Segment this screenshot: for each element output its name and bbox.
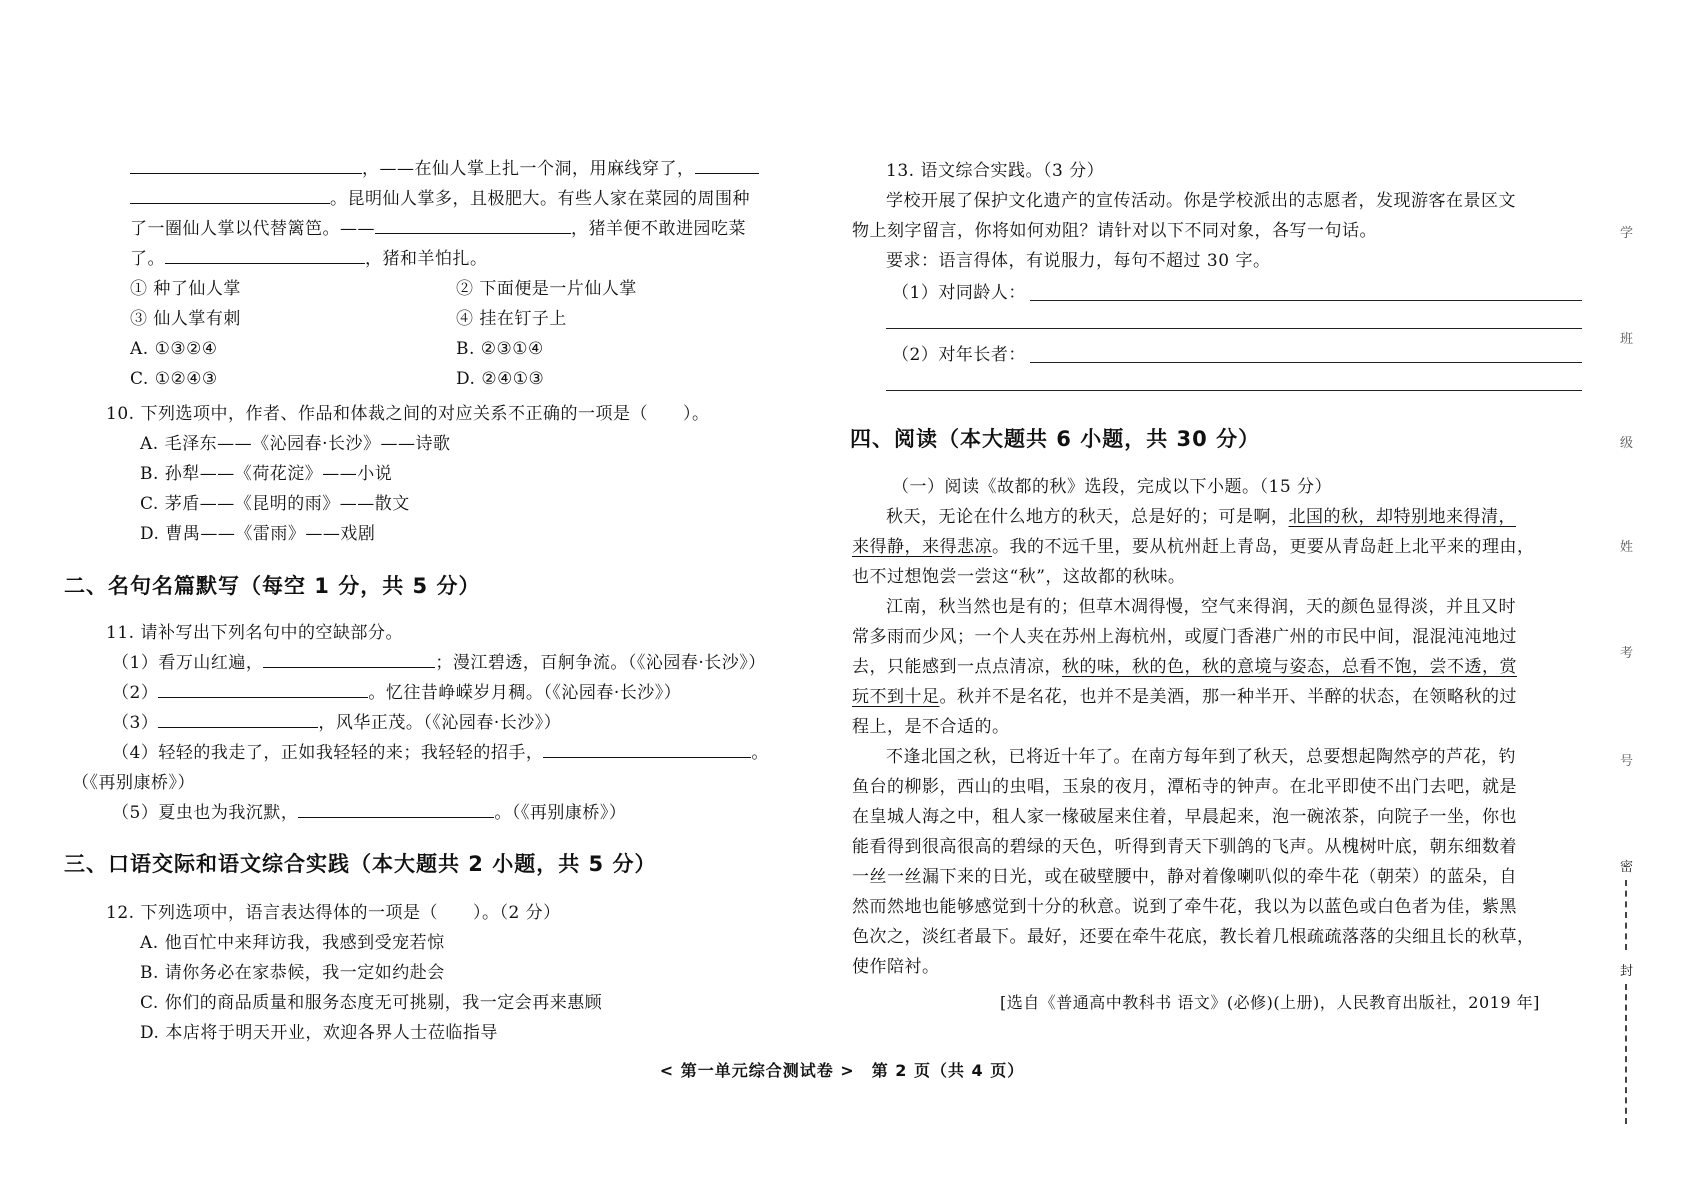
q11-item-5: （5）夏虫也为我沉默， 。（《再别康桥》） (112, 803, 627, 823)
passage-p3-line-1: 不逢北国之秋，已将近十年了。在南方每年到了秋天，总要想起陶然亭的芦花，钓 (886, 747, 1516, 767)
passage-p3-line-6: 然而然地也能够感觉到十分的秋意。说到了牵牛花，我以为以蓝色或白色者为佳，紫黑 (852, 897, 1517, 917)
margin-char: 级 (1620, 436, 1634, 451)
answer-line (1030, 300, 1582, 301)
q12-option-d: D. 本店将于明天开业，欢迎各界人士莅临指导 (140, 1023, 498, 1043)
seal-line (1625, 880, 1627, 950)
seal-line (1625, 984, 1627, 1124)
q10-option-b: B. 孙犁——《荷花淀》——小说 (140, 464, 393, 484)
passage-p3-line-3: 在皇城人海之中，租人家一椽破屋来住着，早晨起来，泡一碗浓茶，向院子一坐，你也 (852, 807, 1517, 827)
answer-blank (543, 743, 751, 758)
page-footer: < 第一单元综合测试卷 > 第 2 页（共 4 页） (659, 1061, 1025, 1080)
answer-blank (158, 683, 368, 698)
q11-item-4-source: （《再别康桥》） (72, 773, 195, 793)
q11-item-2: （2） 。忆往昔峥嵘岁月稠。（《沁园春·长沙》） (112, 683, 682, 703)
section-3-heading: 三、口语交际和语文综合实践（本大题共 2 小题，共 5 分） (64, 852, 657, 876)
q9-line-4: 了。 ，猪和羊怕扎。 (130, 249, 488, 269)
margin-char: 密 (1620, 860, 1634, 875)
passage-p2-line-5: 程上，是不合适的。 (852, 717, 1010, 737)
passage-p1-line-2: 来得静，来得悲凉。我的不远千里，要从杭州赶上青岛，更要从青岛赶上北平来的理由， (852, 537, 1535, 557)
q12-option-a: A. 他百忙中来拜访我，我感到受宠若惊 (140, 933, 445, 953)
margin-char: 封 (1620, 964, 1634, 979)
q10-option-d: D. 曹禺——《雷雨》——戏剧 (140, 524, 376, 544)
passage-p2-line-4: 玩不到十足。秋并不是名花，也并不是美酒，那一种半开、半醉的状态，在领略秋的过 (852, 687, 1517, 707)
passage-p1-line-3: 也不过想饱尝一尝这“秋”，这故都的秋味。 (852, 567, 1186, 587)
margin-char: 学 (1620, 226, 1634, 241)
answer-blank (130, 189, 330, 204)
passage-p3-line-2: 鱼台的柳影，西山的虫唱，玉泉的夜月，潭柘寺的钟声。在北平即使不出门去吧，就是 (852, 777, 1517, 797)
reading-intro: （一）阅读《故都的秋》选段，完成以下小题。（15 分） (892, 477, 1333, 497)
passage-p3-line-8: 使作陪衬。 (852, 957, 940, 977)
passage-p3-line-7: 色次之，淡红者最下。最好，还要在牵牛花底，教长着几根疏疏落落的尖细且长的秋草， (852, 927, 1535, 947)
passage-p2-line-2: 常多雨而少风；一个人夹在苏州上海杭州，或厦门香港广州的市民中间，混混沌沌地过 (852, 627, 1517, 647)
answer-blank (165, 249, 365, 264)
margin-char: 号 (1620, 754, 1634, 769)
q9-answer-c: C. ①②④③ (130, 369, 218, 389)
answer-blank (375, 219, 571, 234)
passage-p2-line-1: 江南，秋当然也是有的；但草木凋得慢，空气来得润，天的颜色显得淡，并且又时 (886, 597, 1516, 617)
section-2-heading: 二、名句名篇默写（每空 1 分，共 5 分） (64, 574, 481, 598)
q9-line-1: ，——在仙人掌上扎一个洞，用麻线穿了， (130, 158, 759, 180)
question-12: 12. 下列选项中，语言表达得体的一项是（ ）。（2 分） (106, 903, 561, 923)
q13-requirement: 要求：语言得体，有说服力，每句不超过 30 字。 (886, 251, 1271, 271)
q9-line-3: 了一圈仙人掌以代替篱笆。—— ，猪羊便不敢进园吃菜 (130, 219, 746, 239)
q9-option-4: ④ 挂在钉子上 (456, 309, 567, 329)
margin-char: 考 (1620, 646, 1634, 661)
q9-answer-b: B. ②③①④ (456, 339, 544, 359)
passage-p1-line-1: 秋天，无论在什么地方的秋天，总是好的；可是啊，北国的秋，却特别地来得清， (886, 507, 1516, 527)
q11-item-4: （4）轻轻的我走了，正如我轻轻的来；我轻轻的招手， 。 (112, 743, 769, 763)
answer-blank (298, 803, 494, 818)
answer-blank (695, 159, 759, 174)
q11-item-3: （3） ，风华正茂。（《沁园春·长沙》） (112, 713, 562, 733)
answer-line (886, 390, 1582, 391)
answer-line (1030, 362, 1582, 363)
q9-line-2: 。昆明仙人掌多，且极肥大。有些人家在菜园的周围种 (130, 188, 750, 210)
answer-blank (130, 159, 362, 174)
passage-p3-line-4: 能看得到很高很高的碧绿的天色，听得到青天下驯鸽的飞声。从槐树叶底，朝东细数着 (852, 837, 1517, 857)
q9-option-2: ② 下面便是一片仙人掌 (456, 279, 637, 299)
q13-item-2-label: （2）对年长者： (892, 345, 1026, 365)
margin-char: 姓 (1620, 540, 1634, 555)
q9-answer-d: D. ②④①③ (456, 369, 545, 389)
margin-char: 班 (1620, 332, 1634, 347)
q10-option-a: A. 毛泽东——《沁园春·长沙》——诗歌 (140, 434, 451, 454)
question-13: 13. 语文综合实践。（3 分） (886, 161, 1105, 181)
answer-line (886, 328, 1582, 329)
answer-blank (263, 653, 435, 668)
q13-item-1-label: （1）对同龄人： (892, 283, 1026, 303)
q9-answer-a: A. ①③②④ (130, 339, 218, 359)
q12-option-b: B. 请你务必在家恭候，我一定如约赴会 (140, 963, 445, 983)
q9-option-1: ① 种了仙人掌 (130, 279, 241, 299)
passage-p2-line-3: 去，只能感到一点点清凉，秋的味，秋的色，秋的意境与姿态，总看不饱，尝不透，赏 (852, 657, 1517, 677)
question-11: 11. 请补写出下列名句中的空缺部分。 (106, 623, 403, 643)
passage-source: [选自《普通高中教科书 语文》(必修)(上册)，人民教育出版社，2019 年] (1000, 993, 1540, 1012)
q10-option-c: C. 茅盾——《昆明的雨》——散文 (140, 494, 410, 514)
q13-text-2: 物上刻字留言，你将如何劝阻？请针对以下不同对象，各写一句话。 (852, 221, 1377, 241)
q9-option-3: ③ 仙人掌有刺 (130, 309, 241, 329)
passage-p3-line-5: 一丝一丝漏下来的日光，或在破壁腰中，静对着像喇叭似的牵牛花（朝荣）的蓝朵，自 (852, 867, 1517, 887)
q11-item-1: （1）看万山红遍， ；漫江碧透，百舸争流。（《沁园春·长沙》） (112, 653, 766, 673)
answer-blank (158, 713, 318, 728)
section-4-heading: 四、阅读（本大题共 6 小题，共 30 分） (850, 427, 1261, 451)
q13-text-1: 学校开展了保护文化遗产的宣传活动。你是学校派出的志愿者，发现游客在景区文 (886, 191, 1516, 211)
q12-option-c: C. 你们的商品质量和服务态度无可挑剔，我一定会再来惠顾 (140, 993, 603, 1013)
question-10: 10. 下列选项中，作者、作品和体裁之间的对应关系不正确的一项是（ ）。 (106, 404, 710, 424)
